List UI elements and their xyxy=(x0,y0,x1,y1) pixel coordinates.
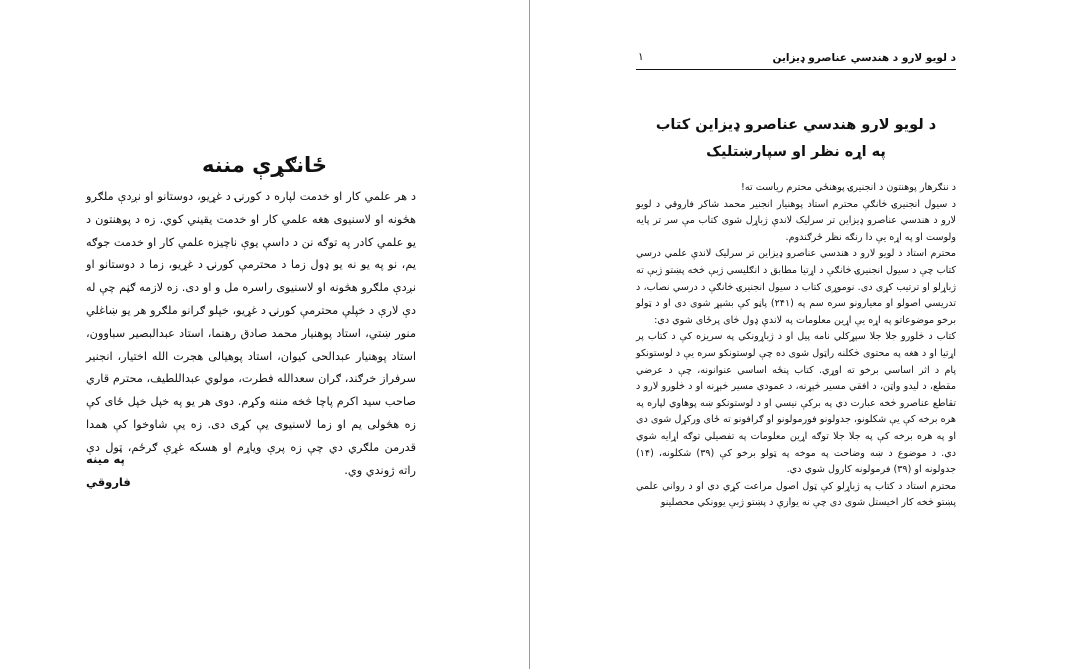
review-body xyxy=(636,180,956,512)
body-paragraph: د ننګرهار پوهنتون د انجنیرۍ پوهنځي محترم ریاست ته! xyxy=(741,182,956,193)
chapter-title-line-1: د لویو لارو هندسي عناصرو ډیزاین کتاب xyxy=(655,117,937,133)
body-paragraph: محترم استاد د لویو لارو د هندسي عناصرو ډیزاین تر سرلیک لاندې علمي درسي کتاب چې د سیول انجنیرۍ څانګې د اړتیا مطابق د انګلیسي ژبې څخه پښتو ژبې ته ژباړلو او ترتیب کړی دی. نوموړی کتاب د سیول انجنیرۍ څانګې د درسي نصاب، د تدریسي اصولو او معیارونو سره سم په (۲۴۱) پاڼو کې بشپړ شوی دی او د ټولو برخو موضوعاتو په اړه یې اړین معلومات په لاندې ډول څای پرځای شوي دي: xyxy=(636,248,956,326)
chapter-title-line-2: په اړه نظر او سپارښتلیک xyxy=(706,144,886,160)
acknowledgement-title: ځانګړې مننه xyxy=(201,153,327,177)
author-signature: فاروقي xyxy=(86,475,131,489)
running-header xyxy=(636,49,956,70)
body-paragraph: کتاب د څلورو جلا جلا سپړکلي نامه پیل او د ژباړونکي په سریزه کې د کتاب پر اړتیا او د هغه په محتوی څکلنه راټول شوی ده چې لوستونکو سره یې د لوستونکو پام د اثر اساسي برخو ته اوړي. کتاب پنځه اساسي عنوانونه، چې د عرضي مقطع، د لیدو واټن، د افقي مسیر څېړنه، د عمودي مسیر څېړنه او د څلورو لارو د تقاطع عناصرو څخه عبارت دي په برکې نیسي او د لوستونکو ښه پوهاوي لپاره په هره برخه کې یې شکلونو، جدولونو فورمولونو او ګرافونو ته ځای ورکړل شوی دی او په هره برخه کې په جلا جلا توګه اړین معلومات په تفصیلي توګه اړایه شوي دي. د موضوع د ښه وضاحت په موخه په ټولو برخو کې (۳۹) شکلونه، (۱۴) جدولونه او (۳۹) فرمولونه کارول شوي دي. xyxy=(636,331,956,476)
acknowledgement-paragraph: د هر علمي کار او خدمت لپاره د کورنۍ د غړیو، دوستانو او نږدې ملګرو هڅونه او لاسنیوی هغه علمي کار او خدمت یقیني کوي. زه د پوهنتون د یو علمي کادر په توګه نن د داسې یوې ناچیزه علمي کار او خدمت جوګه یم، نو په یو نه یو ډول زما د محترمې کورنۍ د غړیو، زما د دوستانو او نږدې ملګرو هڅونه او لاسنیوی راسره مل و او دی. زه لازمه ګڼم چې له دې لارې د خپلې محترمې کورنۍ د غړیو، خپلو ګرانو ملګرو هر یو ښاغلي منور ښتي، استاد پوهنیار محمد صادق رهنما، استاد عبدالبصیر سباوون، استاد پوهنیار عبدالحی کیوان، استاد پوهیالی هجرت الله اختیار، انجنیر سرفراز خرګند، ګران سعدالله فطرت، مولوي عبداللطیف، محترم قاري صاحب سید اکرم پاچا څخه مننه وکړم. دوی هر یو په خپل خپل ځای کې زه هڅولی یم او زما لاسنیوی یې کړی دی. زه یې شاوخوا کې همدا قدرمن ملګري دي چې زه پرې ویاړم او هسکه غړې ګرځم، ټول دې راته ژوندي وي. xyxy=(86,190,416,477)
right-page xyxy=(530,0,1066,669)
body-paragraph: د سیول انجنیرۍ څانګې محترم استاد پوهنیار انجنیر محمد شاکر فاروقي د لویو لارو د هندسي عناصرو ډیزاین تر سرلیک لاندې ژباړل شوی کتاب مې سر تر پایه ولوست او په اړه یې دا رنګه نظر ځرګندوم. xyxy=(636,198,956,243)
running-header-title: د لویو لارو د هندسي عناصرو ډیزاین xyxy=(772,52,956,64)
body-paragraph: محترم استاد د کتاب په ژباړلو کې ټول اصول مراعت کړي دي او د رواني علمي پښتو څخه کار اخیستل شوی دی چې نه یوازې د پښتو ژبې یوونکي محصلینو xyxy=(636,480,956,509)
chapter-title xyxy=(636,112,956,166)
signoff-block xyxy=(86,448,186,494)
signoff-text: په مینه xyxy=(86,452,125,466)
left-page xyxy=(0,0,529,669)
page-number: ۱ xyxy=(638,51,644,63)
